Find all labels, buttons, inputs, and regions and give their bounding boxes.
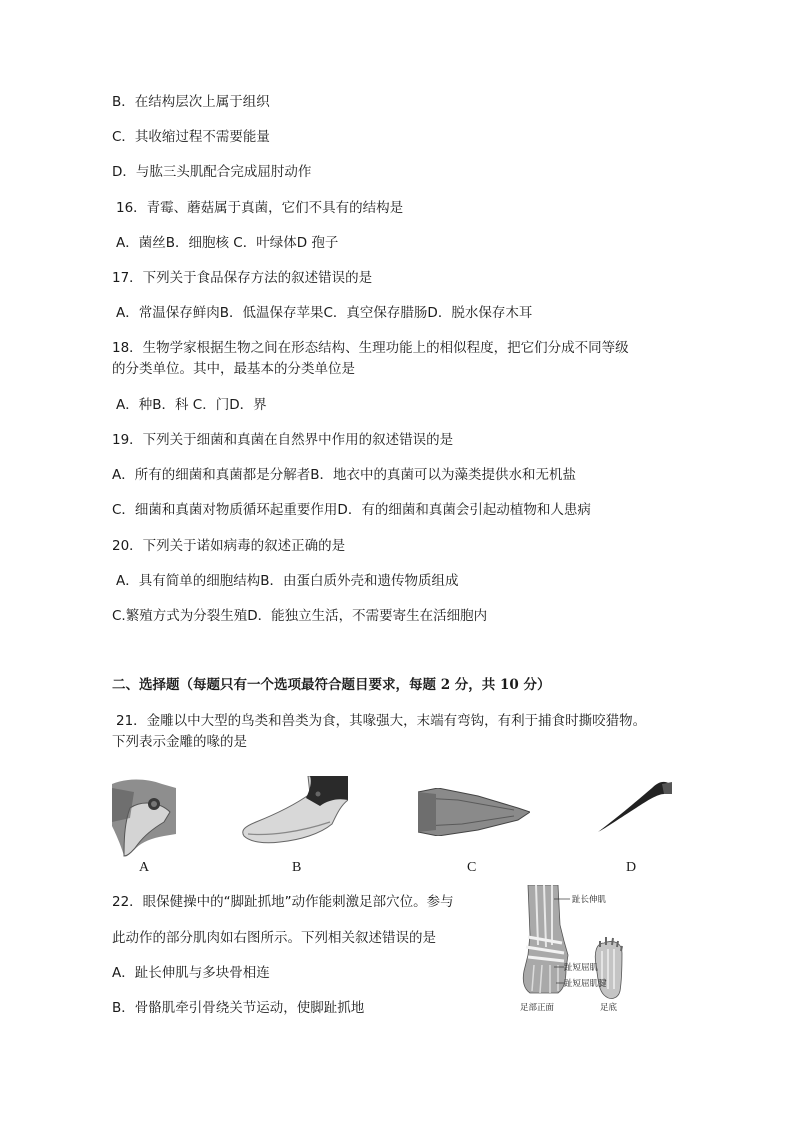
question-22-line1: 22．眼保健操中的“脚趾抓地”动作能刺激足部穴位。参与 bbox=[112, 894, 454, 910]
options-17: A．常温保存鲜肉B．低温保存苹果C．真空保存腊肠D．脱水保存木耳 bbox=[116, 305, 533, 321]
beak-b-label: B bbox=[292, 860, 302, 875]
beak-c-label: C bbox=[467, 860, 477, 875]
beak-d-label: D bbox=[626, 860, 637, 875]
options-20-cd: C.繁殖方式为分裂生殖D．能独立生活，不需要寄生在活细胞内 bbox=[112, 608, 488, 624]
beak-c-image bbox=[418, 788, 530, 836]
option-d-15: D．与肱三头肌配合完成屈肘动作 bbox=[112, 164, 312, 180]
question-18-line2: 的分类单位。其中，最基本的分类单位是 bbox=[112, 361, 355, 377]
beak-d-image bbox=[592, 780, 672, 836]
beak-a-label: A bbox=[139, 860, 150, 875]
option-a-22: A．趾长伸肌与多块骨相连 bbox=[112, 965, 270, 981]
label-foot-front: 足部正面 bbox=[520, 1003, 555, 1013]
label-flexor-tendon: 趾短屈肌腱 bbox=[564, 979, 607, 989]
options-19-ab: A．所有的细菌和真菌都是分解者B．地衣中的真菌可以为藻类提供水和无机盐 bbox=[112, 467, 576, 483]
label-flexor: 趾短屈肌 bbox=[564, 963, 599, 973]
question-17: 17．下列关于食品保存方法的叙述错误的是 bbox=[112, 270, 373, 286]
question-20: 20．下列关于诺如病毒的叙述正确的是 bbox=[112, 538, 346, 554]
options-19-cd: C．细菌和真菌对物质循环起重要作用D．有的细菌和真菌会引起动植物和人患病 bbox=[112, 502, 591, 518]
beak-b-image bbox=[240, 776, 348, 848]
question-18-line1: 18．生物学家根据生物之间在形态结构、生理功能上的相似程度，把它们分成不同等级 bbox=[112, 340, 629, 356]
label-foot-sole: 足底 bbox=[600, 1003, 618, 1013]
options-20-ab: A．具有简单的细胞结构B．由蛋白质外壳和遗传物质组成 bbox=[116, 573, 459, 589]
option-b-22: B．骨骼肌牵引骨绕关节运动，使脚趾抓地 bbox=[112, 1000, 365, 1016]
question-16: 16．青霉、蘑菇属于真菌，它们不具有的结构是 bbox=[116, 200, 404, 216]
option-b-15: B．在结构层次上属于组织 bbox=[112, 94, 270, 110]
question-22-line2: 此动作的部分肌肉如右图所示。下列相关叙述错误的是 bbox=[112, 930, 436, 946]
question-21-line1: 21．金雕以中大型的鸟类和兽类为食，其喙强大，末端有弯钩，有利于捕食时撕咬猎物。 bbox=[116, 713, 647, 729]
question-21-line2: 下列表示金雕的喙的是 bbox=[112, 734, 247, 750]
section-title: 二、选择题（每题只有一个选项最符合题目要求，每题 2 分，共 10 分） bbox=[112, 677, 551, 693]
label-extensor: 趾长伸肌 bbox=[572, 895, 607, 905]
option-c-15: C．其收缩过程不需要能量 bbox=[112, 129, 270, 145]
options-16: A．菌丝B．细胞核 C．叶绿体D 孢子 bbox=[116, 235, 339, 251]
options-18: A．种B．科 C．门D．界 bbox=[116, 397, 267, 413]
beak-a-image bbox=[112, 778, 176, 858]
question-19: 19．下列关于细菌和真菌在自然界中作用的叙述错误的是 bbox=[112, 432, 454, 448]
